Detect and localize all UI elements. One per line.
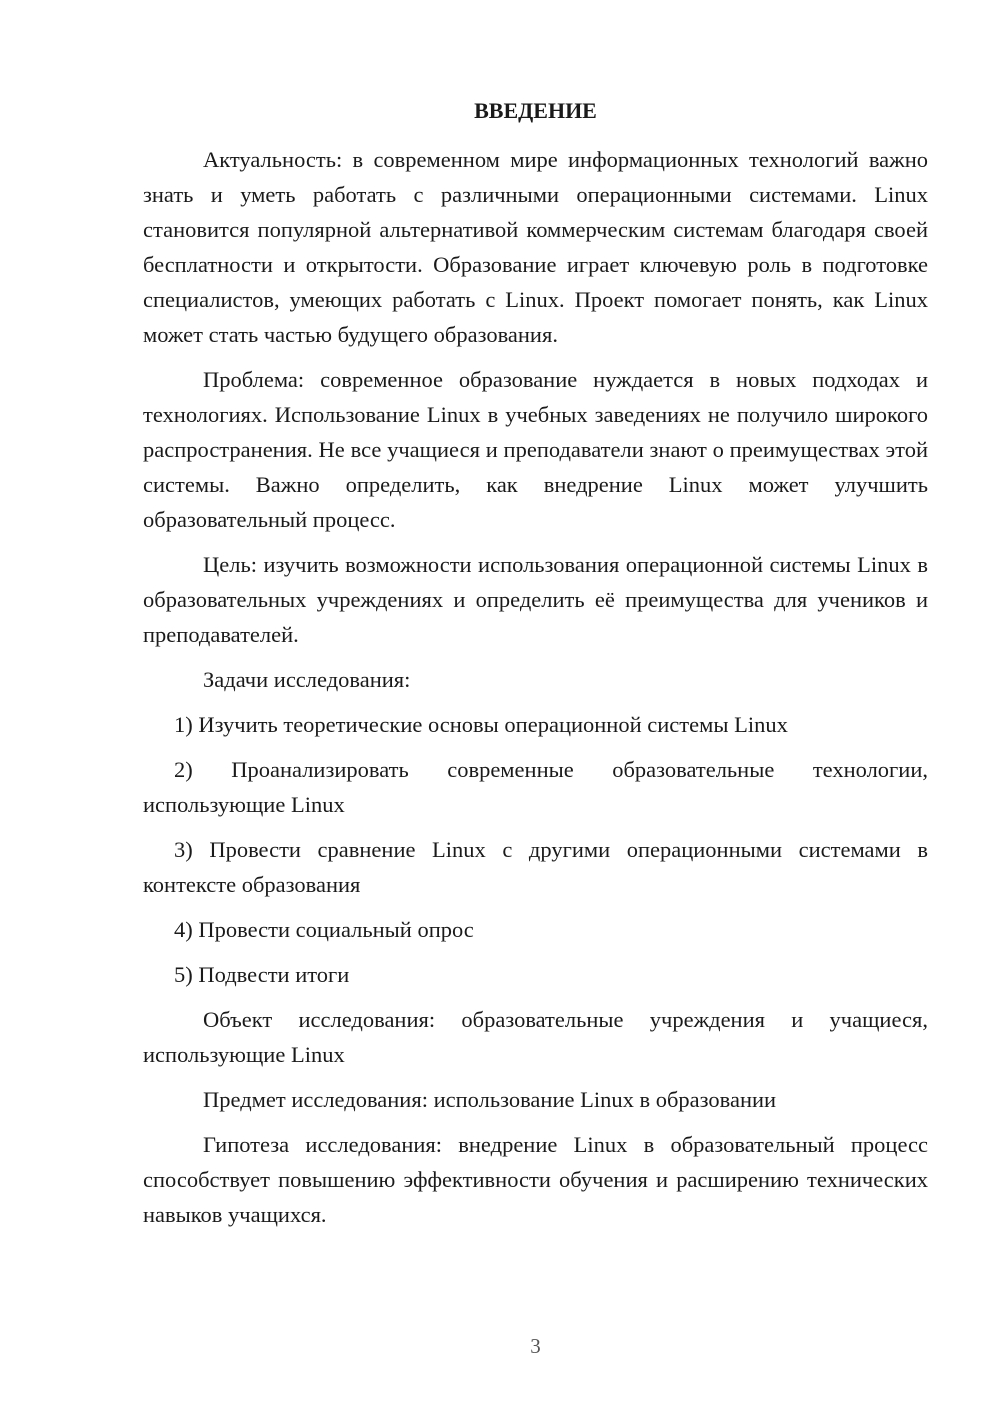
page-body — [143, 142, 928, 1242]
task-item: 3) Провести сравнение Linux с другими операционными системами в контексте образования — [143, 837, 928, 897]
paragraph-subject: Предмет исследования: использование Linux в образовании — [203, 1087, 777, 1112]
paragraph-goal: Цель: изучить возможности использования операционной системы Linux в образовательных учреждениях и определить её преимущества для учеников и преподавателей. — [143, 552, 928, 647]
tasks-heading: Задачи исследования: — [203, 667, 411, 692]
task-item: 5) Подвести итоги — [174, 962, 350, 987]
document-page — [143, 0, 928, 1414]
paragraph-relevance: Актуальность: в современном мире информационных технологий важно знать и уметь работать с различными операционными системами. Linux становится популярной альтернативой коммерческим системам благодаря своей бесплатности и открытости. Образование играет ключевую роль в подготовке специалистов, умеющих работать с Linux. Проект помогает понять, как Linux может стать частью будущего образования. — [143, 147, 928, 347]
paragraph-object: Объект исследования: образовательные учреждения и учащиеся, использующие Linux — [143, 1007, 928, 1067]
page-title: ВВЕДЕНИЕ — [474, 98, 597, 123]
page-number: 3 — [530, 1334, 541, 1358]
paragraph-problem: Проблема: современное образование нуждается в новых подходах и технологиях. Использование Linux в учебных заведениях не получило широкого распространения. Не все учащиеся и преподаватели знают о преимуществах этой системы. Важно определить, как внедрение Linux может улучшить образовательный процесс. — [143, 367, 928, 532]
task-item: 2) Проанализировать современные образовательные технологии, использующие Linux — [143, 757, 928, 817]
task-item: 1) Изучить теоретические основы операционной системы Linux — [174, 712, 788, 737]
paragraph-hypothesis: Гипотеза исследования: внедрение Linux в образовательный процесс способствует повышению эффективности обучения и расширению технических навыков учащихся. — [143, 1132, 928, 1227]
task-item: 4) Провести социальный опрос — [174, 917, 474, 942]
